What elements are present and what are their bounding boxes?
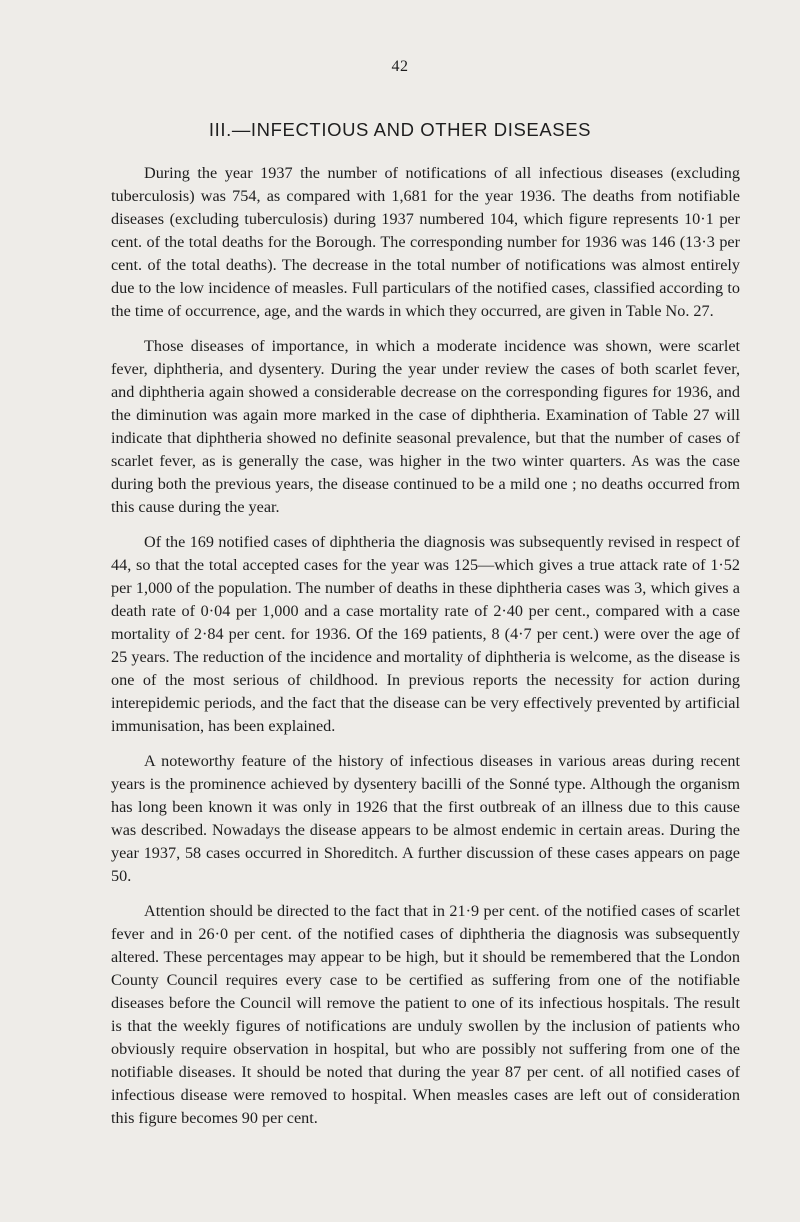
page-number: 42 — [391, 58, 409, 75]
paragraph-altered-diagnosis: Attention should be directed to the fact that in 21·9 per cent. of the notified cases of scarlet fever and in 26·0 per cent. of the notified cases of diphtheria the diagnosis was subsequently altered. These percentages may appear to be high, but it should be remembered that the London County Council requires every case to be certified as suffering from one of the notifiable diseases before the Council will remove the patient to one of its infectious hospitals. The result is that the weekly figures of notifications are unduly swollen by the inclusion of patients who obviously require observation in hospital, but who are possibly not suffering from one of the notifiable diseases. It should be noted that during the year 87 per cent. of all notified cases of infectious disease were removed to hospital. When measles cases are left out of consideration this figure becomes 90 per cent. — [111, 902, 740, 1127]
body-text — [111, 162, 740, 1142]
paragraph-diseases-of-importance: Those diseases of importance, in which a moderate incidence was shown, were scarlet fever, diphtheria, and dysentery. During the year under review the cases of both scarlet fever, and diphtheria again showed a considerable decrease on the corresponding figures for 1936, and the diminution was again more marked in the case of diphtheria. Examination of Table 27 will indicate that diphtheria showed no definite seasonal prevalence, but that the number of cases of scarlet fever, as is generally the case, was higher in the two winter quarters. As was the case during both the previous years, the disease continued to be a mild one ; no deaths occurred from this cause during the year. — [111, 337, 740, 516]
paragraph-diphtheria: Of the 169 notified cases of diphtheria the diagnosis was subsequently revised in respect of 44, so that the total accepted cases for the year was 125—which gives a true attack rate of 1·52 per 1,000 of the population. The number of deaths in these diphtheria cases was 3, which gives a death rate of 0·04 per 1,000 and a case mortality rate of 2·40 per cent., compared with a case mortality of 2·84 per cent. for 1936. Of the 169 patients, 8 (4·7 per cent.) were over the age of 25 years. The reduction of the incidence and mortality of diphtheria is welcome, as the disease is one of the most serious of childhood. In previous reports the necessity for action during interepidemic periods, and the fact that the disease can be very effectively prevented by artificial immunisation, has been explained. — [111, 533, 740, 735]
section-heading: III.—INFECTIOUS AND OTHER DISEASES — [208, 119, 592, 140]
paragraph-dysentery: A noteworthy feature of the history of infectious diseases in various areas during recent years is the prominence achieved by dysentery bacilli of the Sonné type. Although the organism has long been known it was only in 1926 that the first outbreak of an illness due to this cause was described. Nowadays the disease appears to be almost endemic in certain areas. During the year 1937, 58 cases occurred in Shoreditch. A further discussion of these cases appears on page 50. — [111, 752, 740, 885]
paragraph-notifications-summary: During the year 1937 the number of notifications of all infectious diseases (excluding tuberculosis) was 754, as compared with 1,681 for the year 1936. The deaths from notifiable diseases (excluding tuberculosis) during 1937 numbered 104, which figure represents 10·1 per cent. of the total deaths for the Borough. The corresponding number for 1936 was 146 (13·3 per cent. of the total deaths). The decrease in the total number of notifications was almost entirely due to the low incidence of measles. Full particulars of the notified cases, classified according to the time of occurrence, age, and the wards in which they occurred, are given in Table No. 27. — [111, 164, 740, 320]
